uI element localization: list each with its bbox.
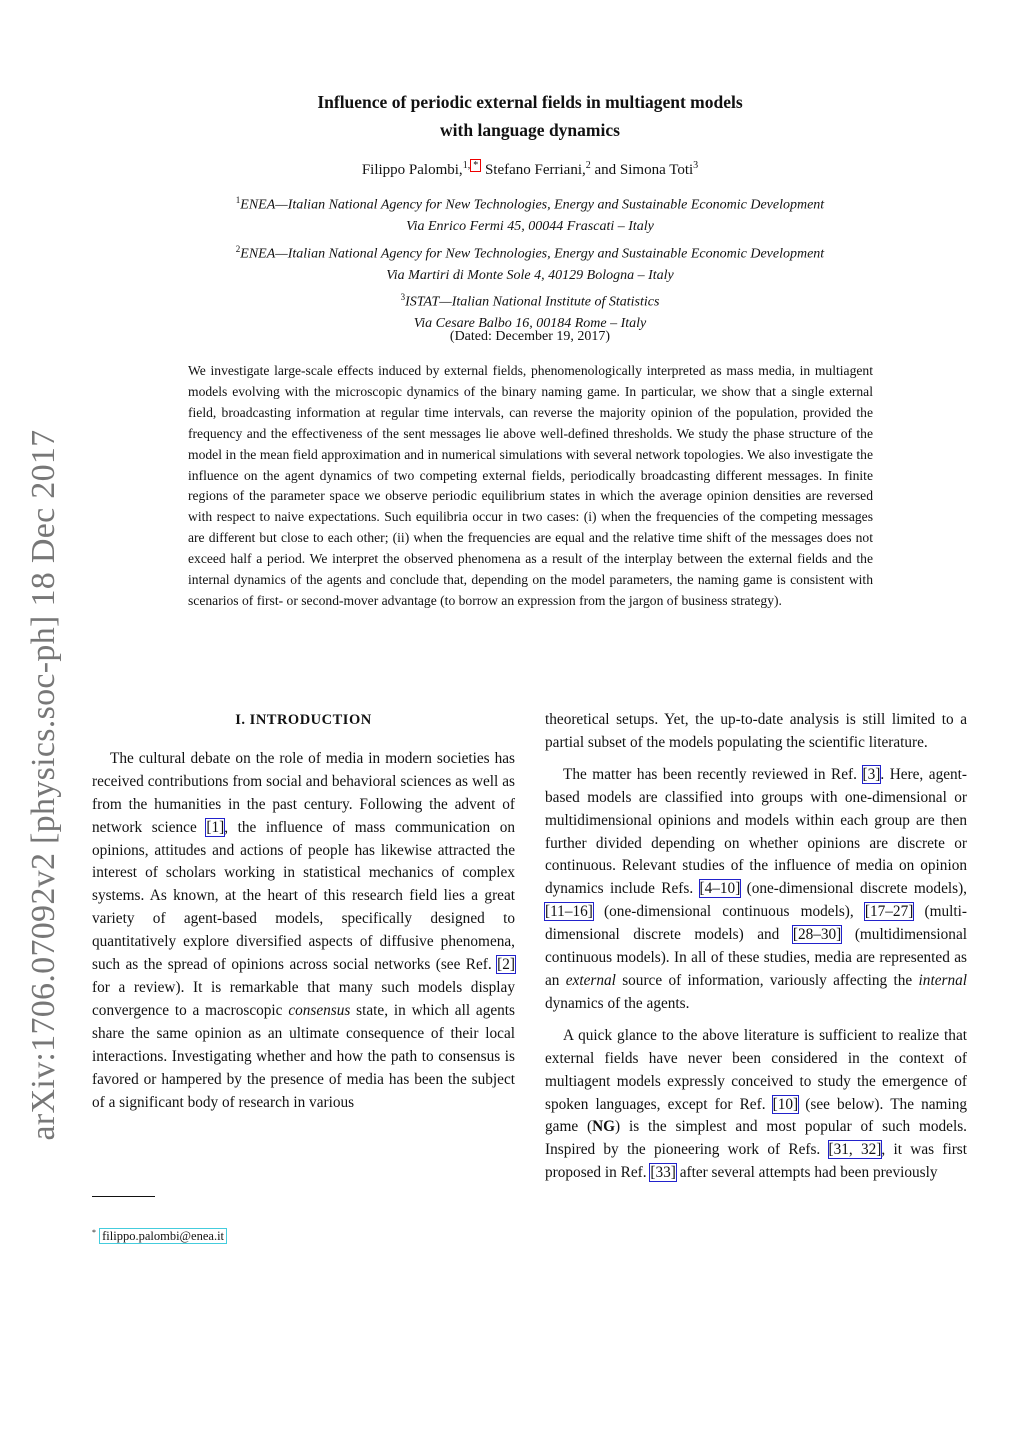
citation-link[interactable]: [4–10] [699, 880, 741, 898]
affiliation-number: 3 [400, 292, 406, 302]
paragraph: A quick glance to the above literature is sufficient to realize that external fields have never been considered in the context of multiagent models expressly conceived to study the emergence of spoken languages, except for Ref. [10] (see below). The naming game (NG) is the simplest and most popular of such models. Inspired by the pioneering work of Refs. [31, 32], it was first proposed in Ref. [33] after several attempts had been previously [545, 1026, 967, 1182]
author-affiliation-mark: 1, [462, 160, 471, 171]
affiliation-address: Via Enrico Fermi 45, 00044 Frascati – Italy [406, 218, 654, 234]
affiliation-number: 1 [235, 195, 241, 205]
affiliation-name: ISTAT—Italian National Institute of Statistics [405, 294, 660, 310]
title-line-1: Influence of periodic external fields in multiagent models [317, 92, 743, 112]
affiliation-2 [0, 239, 1024, 286]
section-heading: I. INTRODUCTION [235, 712, 372, 728]
citation-link[interactable]: [10] [772, 1095, 799, 1113]
citation-link[interactable]: [1] [206, 818, 225, 836]
right-column [545, 709, 967, 1185]
affiliation-name: ENEA—Italian National Agency for New Technologies, Energy and Sustainable Economic Development [240, 246, 825, 262]
abstract: We investigate large-scale effects induced by external fields, phenomenologically interpreted as mass media, in multiagent models evolving with the microscopic dynamics of the binary naming game. In particular, we show that a single external field, broadcasting information at regular time intervals, can reverse the majority opinion of the population, provided the frequency and the effectiveness of the sent messages lie above well-defined thresholds. We study the phase structure of the model in the mean field approximation and in numerical simulations with several network topologies. We also investigate the influence on the agent dynamics of two competing external fields, periodically broadcasting different messages. In finite regions of the parameter space we observe periodic equilibrium states in which the average opinion densities are reversed with respect to naive expectations. Such equilibria occur in two cases: (i) when the frequencies of the competing messages are different but close to each other; (ii) when the frequencies are equal and the relative time shift of the messages does not exceed half a period. We interpret the observed phenomena as a result of the interplay between the external fields and the internal dynamics of the agents and conclude that, depending on the model parameters, the naming game is consistent with scenarios of first- or second-mover advantage (to borrow an expression from the jargon of business strategy). [188, 363, 873, 608]
citation-link[interactable]: [11–16] [545, 903, 593, 921]
arxiv-sidebar-stamp [22, 405, 72, 1155]
citation-link[interactable]: [31, 32] [828, 1141, 882, 1159]
left-column [92, 709, 515, 1114]
title-line-2: with language dynamics [440, 120, 620, 140]
affiliation-number: 2 [235, 244, 241, 254]
email-link[interactable]: filippo.palombi@enea.it [99, 1228, 227, 1244]
citation-link[interactable]: [3] [862, 765, 881, 783]
affiliation-3 [0, 287, 1024, 334]
citation-link[interactable]: [33] [650, 1164, 676, 1182]
affiliation-address: Via Cesare Balbo 16, 00184 Rome – Italy [413, 315, 647, 331]
paragraph: The matter has been recently reviewed in Ref. [3]. Here, agent-based models are classified into groups with one-dimensional or multidimensional opinions and models within each group are then further divided depending on whether opinions are discrete or continuous. Relevant studies of the influence of media on opinion dynamics include Refs. [4–10] (one-dimensional discrete models), [11–16] (one-dimensional continuous models), [17–27] (multi-dimensional discrete models) and [28–30] (multidimensional continuous models). In all of these studies, media are represented as an external source of information, variously affecting the internal dynamics of the agents. [545, 765, 967, 1012]
affiliation-1 [0, 190, 1024, 237]
author-affiliation-mark: 3 [693, 160, 699, 171]
author-affiliation-mark: 2 [585, 160, 591, 171]
corresponding-author-link[interactable]: * [470, 159, 481, 172]
citation-link[interactable]: [2] [497, 956, 515, 974]
footnote-mark: * [92, 1228, 96, 1237]
footnote-divider [92, 1196, 155, 1197]
date-line: (Dated: December 19, 2017) [449, 329, 611, 344]
footnote [92, 1228, 227, 1244]
paragraph: theoretical setups. Yet, the up-to-date analysis is still limited to a partial subset of the models populating the scientific literature. [545, 711, 967, 751]
affiliation-name: ENEA—Italian National Agency for New Technologies, Energy and Sustainable Economic Development [240, 197, 825, 213]
citation-link[interactable]: [17–27] [864, 903, 914, 921]
author-name: Filippo Palombi, [361, 162, 463, 178]
author-name: Stefano Ferriani, [481, 162, 586, 178]
author-name: and Simona Toti [590, 162, 694, 178]
affiliation-address: Via Martiri di Monte Sole 4, 40129 Bologna – Italy [386, 267, 674, 283]
citation-link[interactable]: [28–30] [792, 926, 842, 944]
arxiv-id: arXiv:1706.07092v2 [physics.soc-ph] 18 Dec 2017 [25, 429, 62, 1141]
author-list [0, 160, 1024, 179]
paragraph: The cultural debate on the role of media in modern societies has received contributions from social and behavioral sciences as well as from the humanities in the past century. Following the advent of network science [1], the influence of mass communication on opinions, attitudes and actions of people has likewise attracted the interest of scholars working in statistical mechanics of complex systems. As known, at the heart of this research field lies a great variety of agent-based models, specifically designed to quantitatively explore diversified aspects of diffusive phenomena, such as the spread of opinions across social networks (see Ref. [2] for a review). It is remarkable that many such models display convergence to a macroscopic consensus state, in which all agents share the same opinion as an ultimate consequence of their local interactions. Investigating whether and how the path to consensus is favored or hampered by the presence of media has been the subject of a significant body of research in various [92, 749, 515, 1111]
paper-title [0, 88, 1024, 144]
